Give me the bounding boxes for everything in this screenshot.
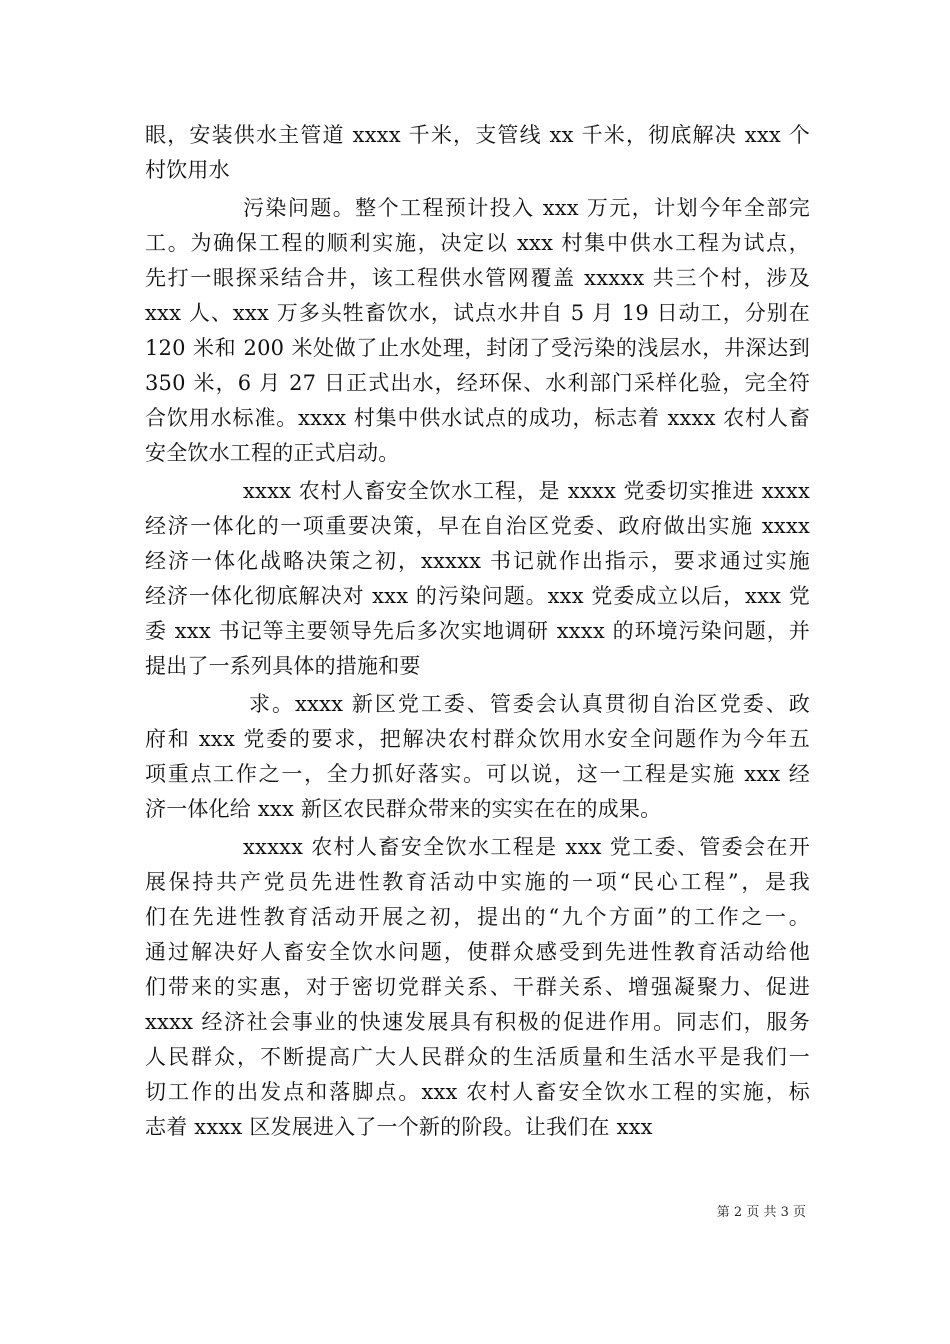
text-line: 切工作的出发点和落脚点。xxx 农村人畜安全饮水工程的实施，标 xyxy=(145,1080,810,1104)
text-line: 提出了一系列具体的措施和要 xyxy=(145,654,421,678)
text-line: 项重点工作之一，全力抓好落实。可以说，这一工程是实施 xxx 经 xyxy=(145,762,810,786)
text-line: 污染问题。整个工程预计投入 xxx 万元，计划今年全部完 xyxy=(243,196,810,220)
text-line: 们带来的实惠，对于密切党群关系、干群关系、增强凝聚力、促进 xyxy=(145,975,810,999)
text-line: xxxxx 农村人畜安全饮水工程是 xxx 党工委、管委会在开 xyxy=(243,835,810,859)
text-line: 委 xxx 书记等主要领导先后多次实地调研 xxxx 的环境污染问题，并 xyxy=(145,619,810,643)
text-line: 济一体化给 xxx 新区农民群众带来的实实在在的成果。 xyxy=(145,797,662,821)
text-line: 经济一体化战略决策之初，xxxxx 书记就作出指示，要求通过实施 xyxy=(145,549,810,573)
text-line: 先打一眼探采结合井，该工程供水管网覆盖 xxxxx 共三个村，涉及 xyxy=(145,266,810,290)
text-line: 合饮用水标准。xxxx 村集中供水试点的成功，标志着 xxxx 农村人畜 xyxy=(145,406,810,430)
text-line: 经济一体化彻底解决对 xxx 的污染问题。xxx 党委成立以后，xxx 党 xyxy=(145,584,810,608)
text-line: 通过解决好人畜安全饮水问题，使群众感受到先进性教育活动给他 xyxy=(145,940,810,964)
paragraph xyxy=(145,474,810,684)
text-line: xxxx 经济社会事业的快速发展具有积极的促进作用。同志们，服务 xyxy=(145,1010,810,1034)
text-line: 村饮用水 xyxy=(145,158,230,182)
text-line: 120 米和 200 米处做了止水处理，封闭了受污染的浅层水，井深达到 xyxy=(145,336,810,360)
text-line: 展保持共产党员先进性教育活动中实施的一项“民心工程”，是我 xyxy=(145,870,810,894)
page-number: 第 2 页 共 3 页 xyxy=(716,1205,806,1220)
paragraph xyxy=(145,830,810,1145)
paragraph xyxy=(145,191,810,471)
text-line: 安全饮水工程的正式启动。 xyxy=(145,441,400,465)
text-line: xxxx 农村人畜安全饮水工程，是 xxxx 党委切实推进 xxxx xyxy=(243,479,810,503)
text-line: 人民群众，不断提高广大人民群众的生活质量和生活水平是我们一 xyxy=(145,1045,810,1069)
document-body xyxy=(145,118,810,1145)
text-line: 经济一体化的一项重要决策，早在自治区党委、政府做出实施 xxxx xyxy=(145,514,810,538)
text-line: xxx 人、xxx 万多头牲畜饮水，试点水井自 5 月 19 日动工，分别在 xyxy=(145,301,810,325)
text-line: 眼，安装供水主管道 xxxx 千米，支管线 xx 千米，彻底解决 xxx 个 xyxy=(145,123,810,147)
paragraph xyxy=(145,687,810,827)
text-line: 求。xxxx 新区党工委、管委会认真贯彻自治区党委、政 xyxy=(249,692,810,716)
paragraph xyxy=(145,118,810,188)
text-line: 们在先进性教育活动开展之初，提出的“九个方面”的工作之一。 xyxy=(145,905,810,929)
text-line: 工。为确保工程的顺利实施，决定以 xxx 村集中供水工程为试点， xyxy=(145,231,810,255)
text-line: 志着 xxxx 区发展进入了一个新的阶段。让我们在 xxx xyxy=(145,1115,653,1139)
text-line: 府和 xxx 党委的要求，把解决农村群众饮用水安全问题作为今年五 xyxy=(145,727,810,751)
text-line: 350 米，6 月 27 日正式出水，经环保、水利部门采样化验，完全符 xyxy=(145,371,810,395)
